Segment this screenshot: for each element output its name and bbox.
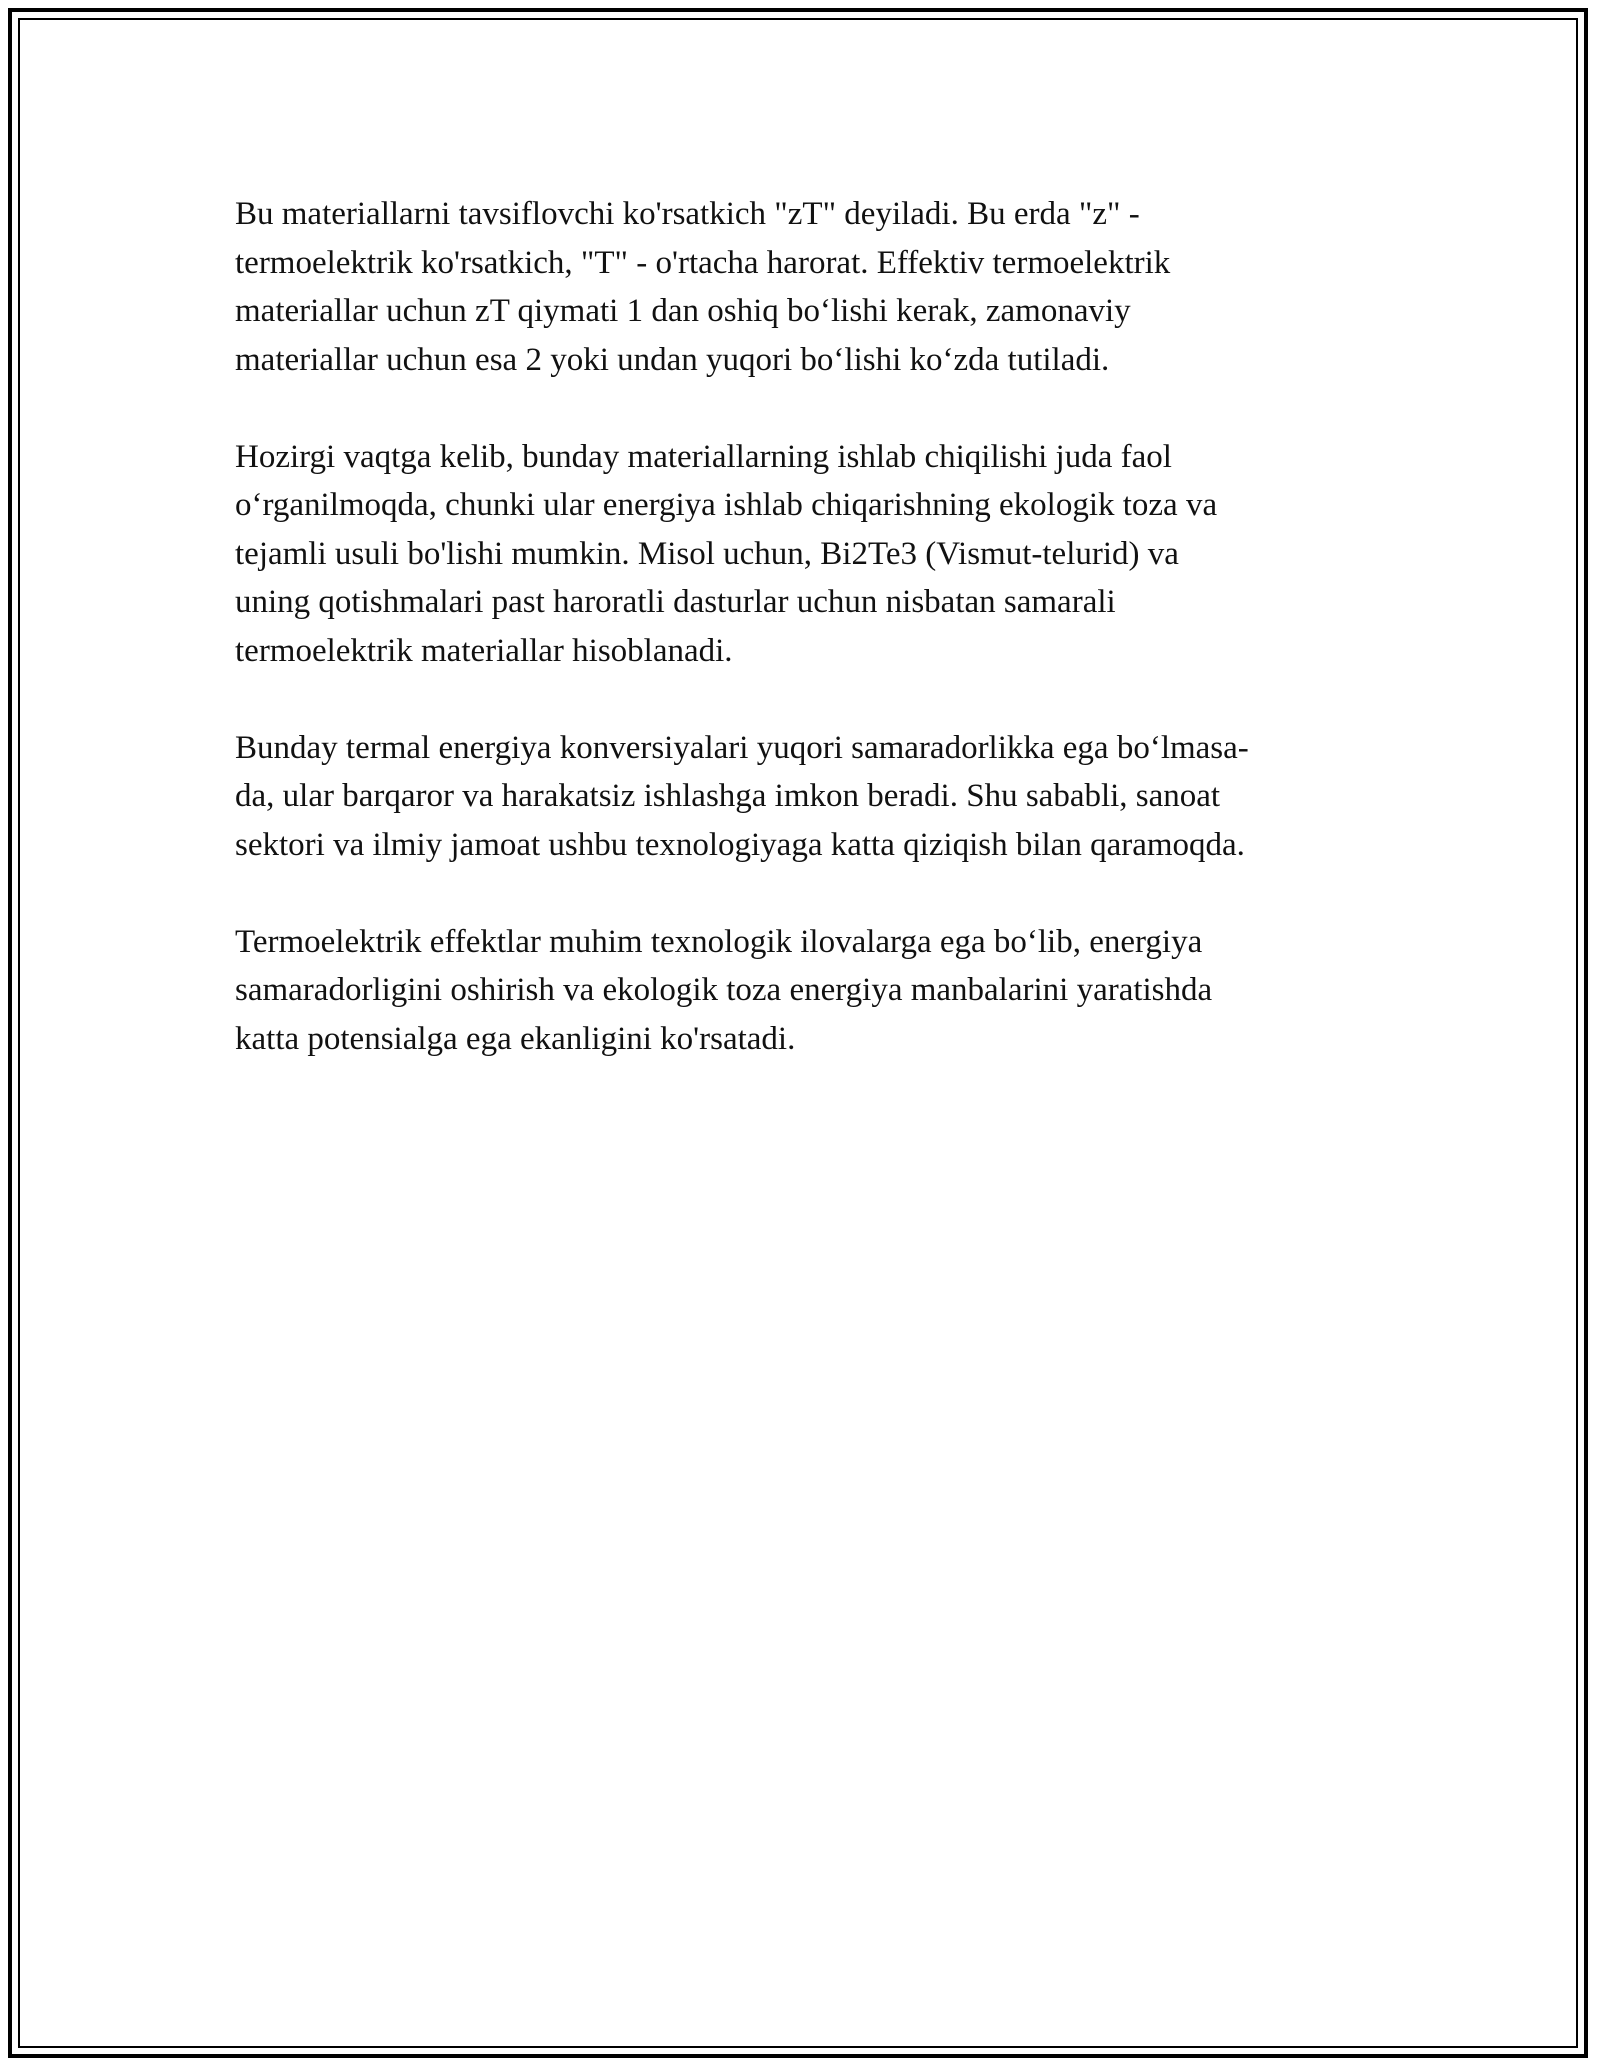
- paragraph-conclusion: Termoelektrik effektlar muhim texnologik ilovalarga ega bo‘lib, energiya samaradorligini oshirish va ekologik toza energiya manbalarini yaratishda katta potensialga ega ekanligini ko'rsatadi.: [235, 923, 1213, 1057]
- paragraph-material-development: Hozirgi vaqtga kelib, bunday materiallarning ishlab chiqilishi juda faol o‘rganilmoqda, chunki ular energiya ishlab chiqarishning ekologik toza va tejamli usuli bo'lishi mumkin. Misol uchun, Bi2Te3 (Vismut-telurid) va uning qotishmalari past haroratli dasturlar uchun nisbatan samarali termoelektrik materiallar hisoblanadi.: [235, 438, 1218, 669]
- document-body: [235, 190, 1370, 1112]
- paragraph-zt-definition: Bu materiallarni tavsiflovchi ko'rsatkich "zT" deyiladi. Bu erda "z" - termoelektrik ko'rsatkich, "T" - o'rtacha harorat. Effektiv termoelektrik materiallar uchun zT qiymati 1 dan oshiq bo‘lishi kerak, zamonaviy materiallar uchun esa 2 yoki undan yuqori bo‘lishi ko‘zda tutiladi.: [235, 196, 1171, 378]
- paragraph-energy-conversion: Bunday termal energiya konversiyalari yuqori samaradorlikka ega bo‘lmasa- da, ular barqaror va harakatsiz ishlashga imkon beradi. Shu sababli, sanoat sektori va ilmiy jamoat ushbu texnologiyaga katta qiziqish bilan qaramoqda.: [235, 729, 1249, 863]
